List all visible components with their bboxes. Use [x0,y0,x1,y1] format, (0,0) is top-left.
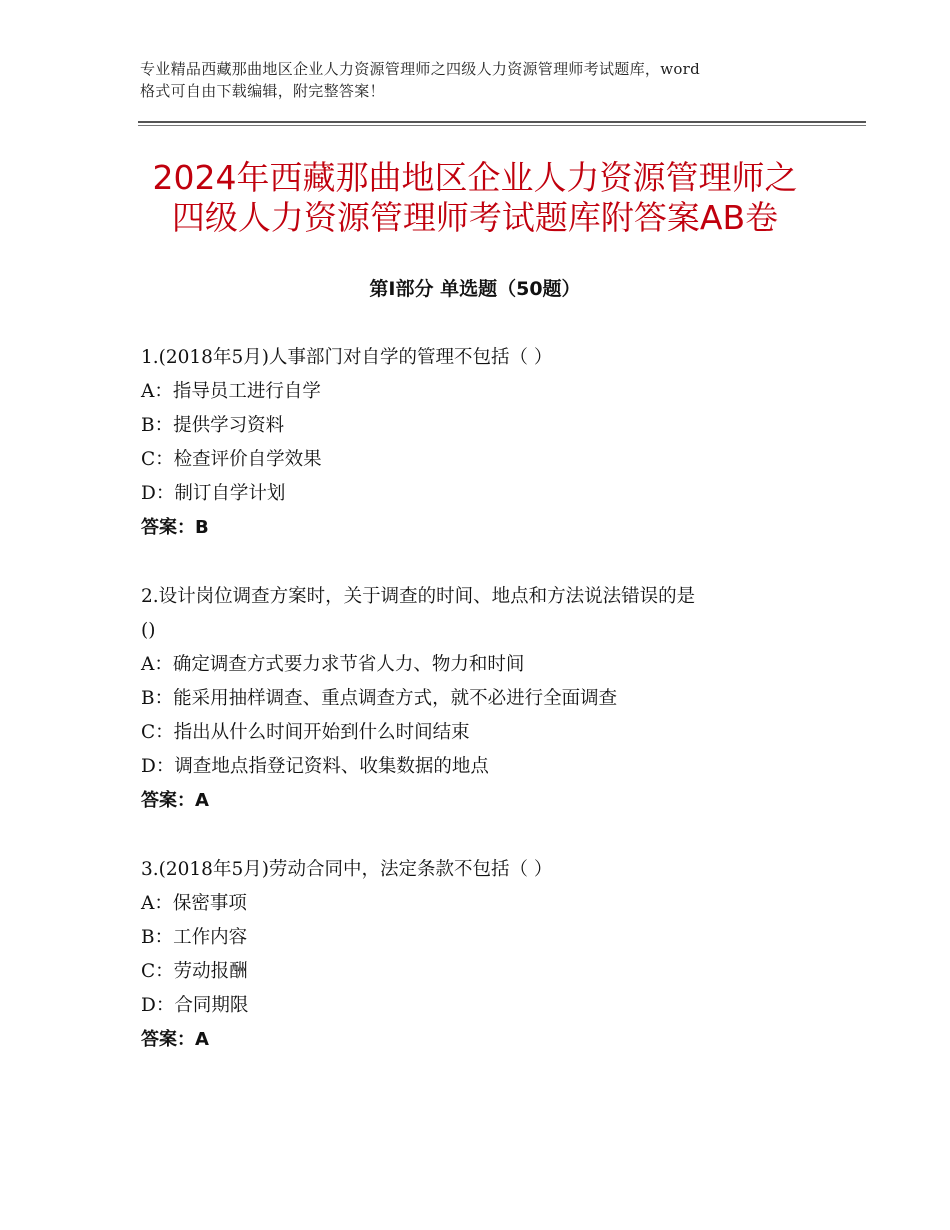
option-a: A：指导员工进行自学 [141,381,321,402]
document-title-line-1: 2024年西藏那曲地区企业人力资源管理师之 [152,158,798,197]
header-divider-thin [138,125,866,126]
answer-label: 答案：A [141,790,209,811]
section-title: 第Ⅰ部分 单选题（50题） [369,278,581,300]
question-stem-continued: () [141,620,156,641]
option-d: D：合同期限 [141,995,249,1016]
header-note-line-1: 专业精品西藏那曲地区企业人力资源管理师之四级人力资源管理师考试题库，word [140,60,701,78]
header-divider [138,121,866,123]
document-title [60,158,890,238]
option-d: D：调查地点指登记资料、收集数据的地点 [141,756,489,777]
question-stem: 1.(2018年5月)人事部门对自学的管理不包括（ ） [141,347,553,368]
question-stem: 2.设计岗位调查方案时，关于调查的时间、地点和方法说法错误的是 [141,586,696,607]
document-title-line-2: 四级人力资源管理师考试题库附答案AB卷 [171,198,779,237]
option-c: C：指出从什么时间开始到什么时间结束 [141,722,470,743]
question-stem: 3.(2018年5月)劳动合同中，法定条款不包括（ ） [141,859,553,880]
answer-label: 答案：B [141,517,209,538]
question-item [141,580,831,818]
option-c: C：劳动报酬 [141,961,248,982]
option-b: B：提供学习资料 [141,415,285,436]
option-a: A：确定调查方式要力求节省人力、物力和时间 [141,654,525,675]
question-item [141,853,831,1057]
option-b: B：工作内容 [141,927,248,948]
question-item [141,341,831,545]
option-d: D：制订自学计划 [141,483,286,504]
answer-label: 答案：A [141,1029,209,1050]
option-b: B：能采用抽样调查、重点调查方式，就不必进行全面调查 [141,688,618,709]
header-note-line-2: 格式可自由下载编辑，附完整答案！ [140,82,385,100]
option-c: C：检查评价自学效果 [141,449,322,470]
header-note [140,58,830,102]
option-a: A：保密事项 [141,893,247,914]
